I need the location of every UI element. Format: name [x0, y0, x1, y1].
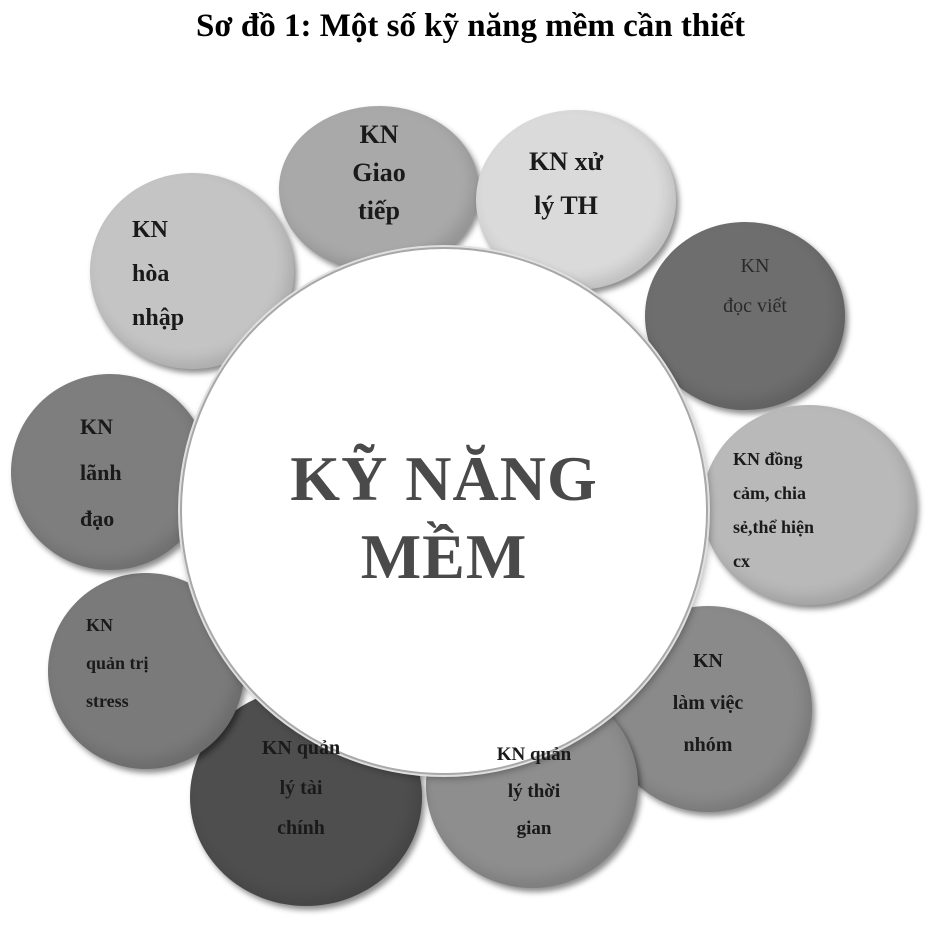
skill-label-giao-tiep: KN Giao tiếp	[352, 120, 406, 225]
skill-label-quan-ly-thoi-gian: KN quản lý thời gian	[496, 744, 572, 839]
skill-label-doc-viet: KN đọc viết	[723, 255, 787, 317]
skill-label-hoa-nhap: KN hòa nhập	[132, 217, 185, 331]
skill-label-quan-tri-stress: KN quản trị stress	[86, 615, 149, 711]
diagram-title: Sơ đồ 1: Một số kỹ năng mềm cần thiết	[195, 8, 746, 44]
center-label: KỸ NĂNG MỀM	[290, 443, 598, 592]
skill-label-dong-cam: KN đồng cảm, chia sẻ,thể hiện cx	[733, 449, 814, 571]
skill-label-quan-ly-tai-chinh: KN quản lý tài chính	[261, 737, 341, 839]
skill-label-xu-ly-th: KN xử lý TH	[528, 147, 604, 220]
skill-label-lam-viec-nhom: KN làm việc nhóm	[672, 650, 744, 756]
skill-label-lanh-dao: KN lãnh đạo	[80, 414, 122, 531]
